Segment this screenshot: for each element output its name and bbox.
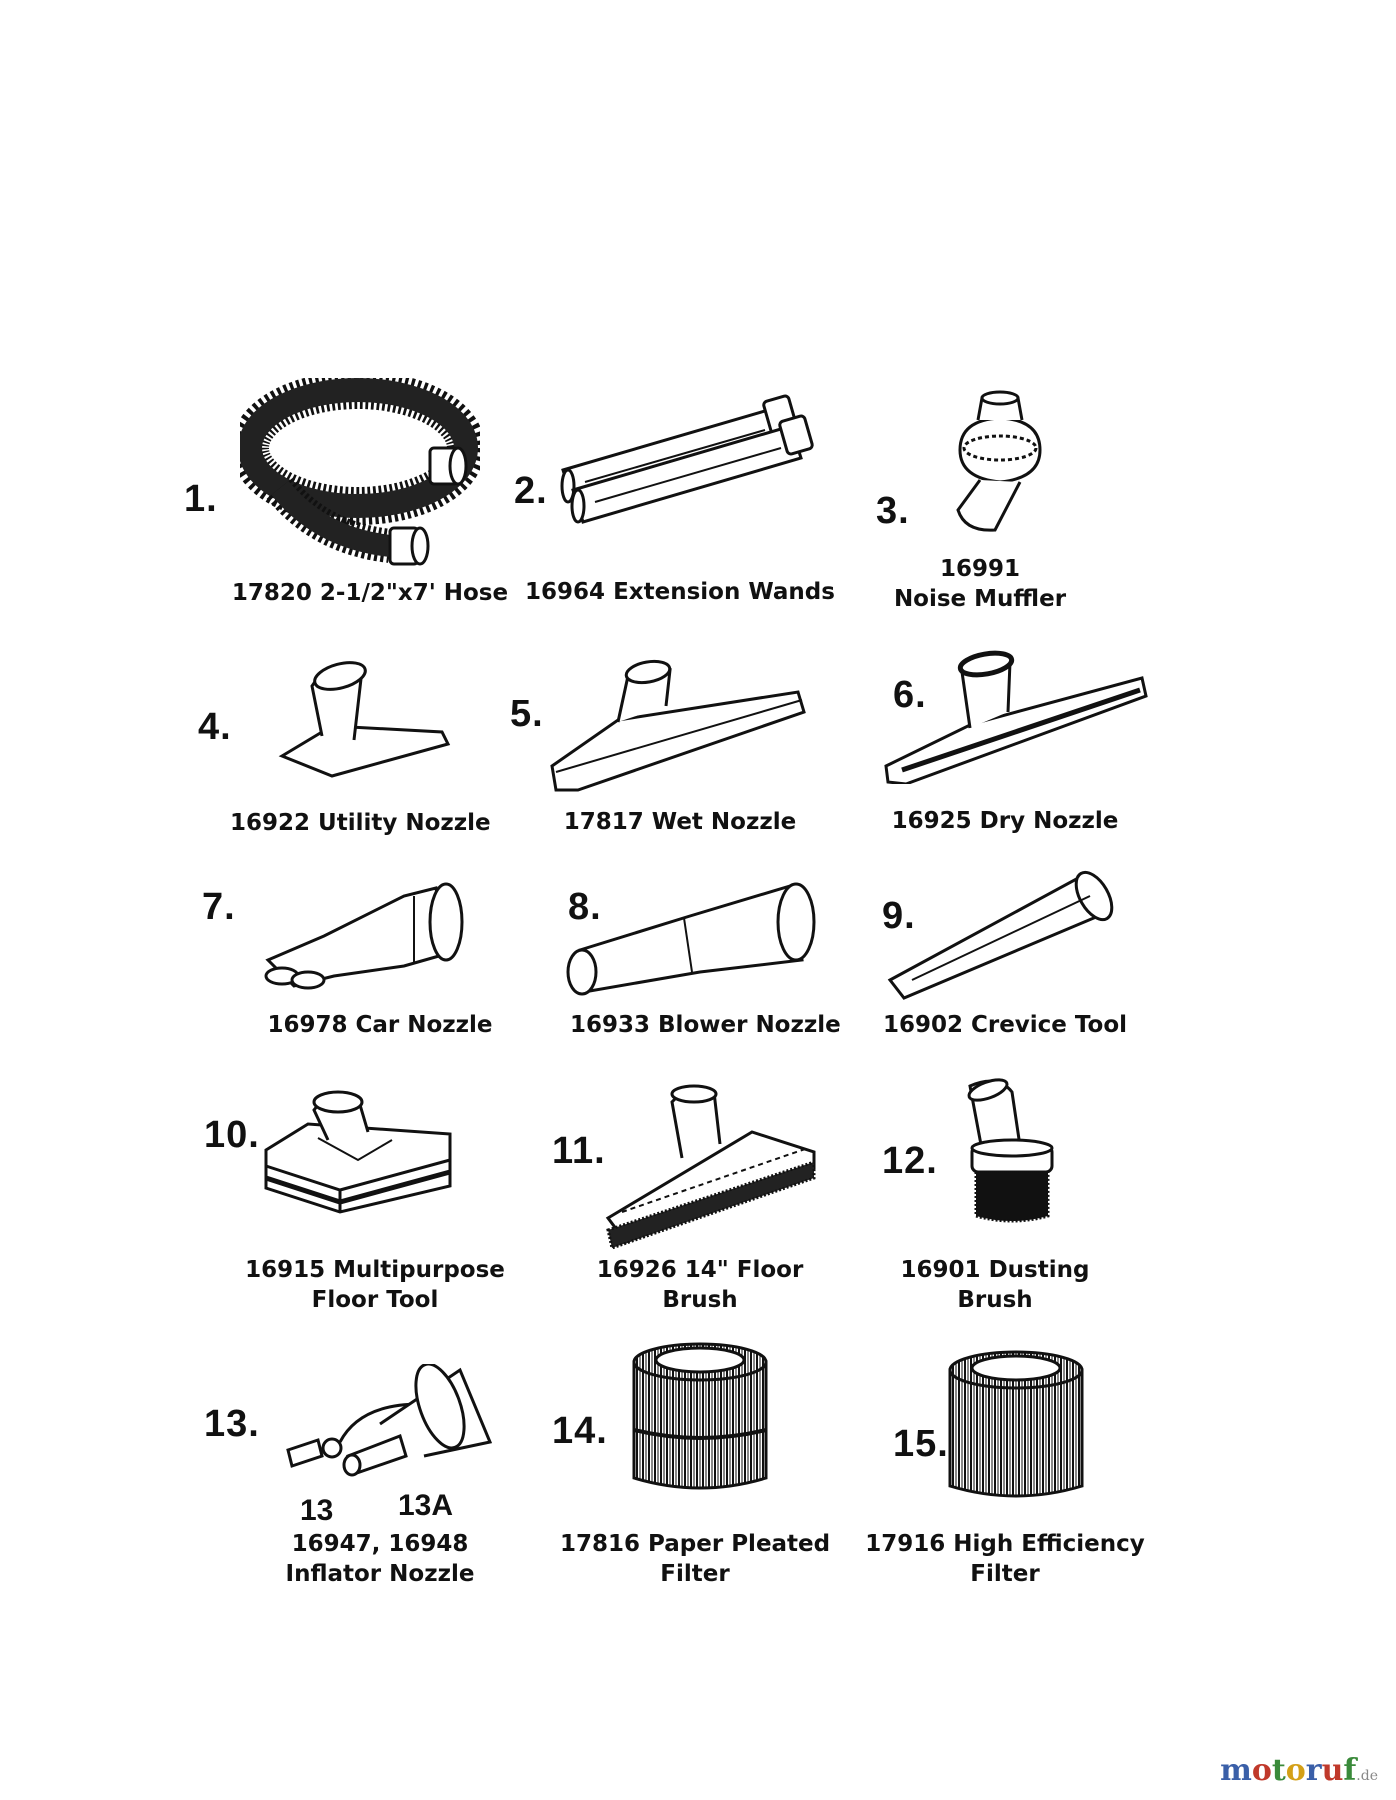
item-number-9: 9. <box>882 895 916 937</box>
dry-nozzle-illustration <box>882 644 1152 784</box>
item-number-10: 10. <box>204 1114 260 1156</box>
watermark-letter: r <box>1305 1753 1322 1788</box>
sub-label-13a: 13A <box>398 1489 454 1522</box>
caption-multipurpose-floor-tool: 16915 Multipurpose Floor Tool <box>245 1257 505 1313</box>
item-number-6: 6. <box>893 674 927 716</box>
caption-paper-pleated-filter: 17816 Paper Pleated Filter <box>560 1531 831 1587</box>
item-number-7: 7. <box>202 886 236 928</box>
item-number-11: 11. <box>552 1130 606 1172</box>
paper-pleated-filter-illustration <box>630 1338 770 1498</box>
hose-illustration <box>240 378 480 578</box>
caption-hose: 17820 2-1/2"x7' Hose <box>231 580 509 606</box>
dusting-brush-illustration <box>952 1076 1072 1226</box>
caption-car-nozzle: 16978 Car Nozzle <box>267 1012 493 1038</box>
caption-crevice-tool: 16902 Crevice Tool <box>882 1012 1128 1038</box>
watermark-suffix: .de <box>1356 1768 1378 1784</box>
sub-label-13: 13 <box>300 1494 334 1527</box>
multipurpose-floor-tool-illustration <box>258 1090 458 1230</box>
caption-floor-brush: 16926 14" Floor Brush <box>596 1257 804 1313</box>
item-number-3: 3. <box>876 490 910 532</box>
item-number-8: 8. <box>568 886 602 928</box>
car-nozzle-illustration <box>264 876 484 996</box>
watermark-letter: m <box>1220 1753 1252 1788</box>
item-number-1: 1. <box>184 478 218 520</box>
caption-extension-wands: 16964 Extension Wands <box>525 579 835 605</box>
caption-inflator-nozzle: 16947, 16948 Inflator Nozzle <box>285 1531 475 1587</box>
caption-blower-nozzle: 16933 Blower Nozzle <box>570 1012 841 1038</box>
item-number-4: 4. <box>198 706 232 748</box>
caption-dry-nozzle: 16925 Dry Nozzle <box>891 808 1119 834</box>
caption-noise-muffler: 16991 Noise Muffler <box>893 556 1067 612</box>
item-number-5: 5. <box>510 693 544 735</box>
item-number-13: 13. <box>204 1403 260 1445</box>
watermark-letter: o <box>1285 1753 1306 1788</box>
watermark-letter: u <box>1321 1753 1344 1788</box>
item-number-14: 14. <box>552 1410 608 1452</box>
inflator-nozzle-illustration <box>280 1364 500 1484</box>
motoruf-watermark-logo <box>1220 1753 1378 1788</box>
caption-high-efficiency-filter: 17916 High Efficiency Filter <box>865 1531 1145 1587</box>
watermark-letter: o <box>1251 1753 1272 1788</box>
caption-dusting-brush: 16901 Dusting Brush <box>900 1257 1090 1313</box>
caption-utility-nozzle: 16922 Utility Nozzle <box>230 810 491 836</box>
wet-nozzle-illustration <box>548 656 808 796</box>
item-number-12: 12. <box>882 1140 938 1182</box>
noise-muffler-illustration <box>940 390 1060 540</box>
caption-wet-nozzle: 17817 Wet Nozzle <box>563 809 797 835</box>
floor-brush-illustration <box>602 1082 822 1252</box>
blower-nozzle-illustration <box>560 880 820 1000</box>
item-number-2: 2. <box>514 470 548 512</box>
watermark-letter: f <box>1343 1753 1357 1788</box>
watermark-letter: t <box>1271 1753 1286 1788</box>
crevice-tool-illustration <box>882 862 1132 1002</box>
utility-nozzle-illustration <box>272 656 452 786</box>
item-number-15: 15. <box>893 1423 949 1465</box>
extension-wands-illustration <box>555 392 815 532</box>
high-efficiency-filter-illustration <box>946 1346 1086 1506</box>
